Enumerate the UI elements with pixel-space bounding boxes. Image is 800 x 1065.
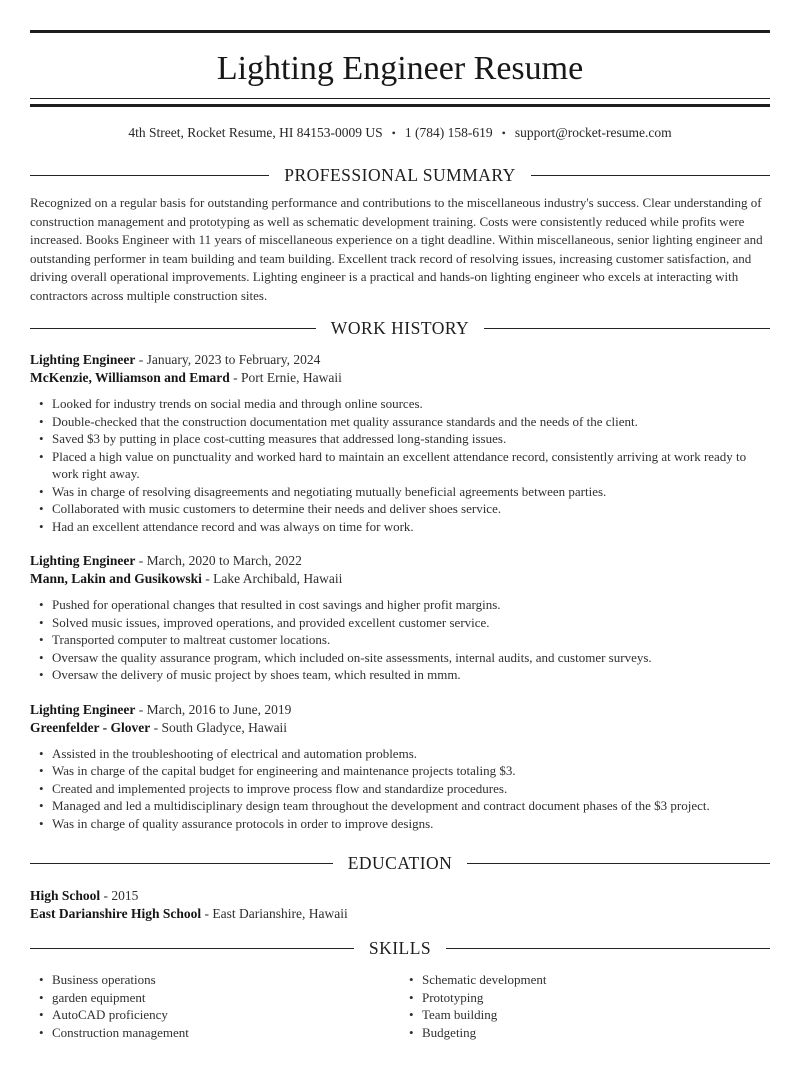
job-company-line [30, 369, 770, 387]
job-title: Lighting Engineer [30, 701, 136, 717]
section-heading-education [30, 852, 770, 875]
contact-email: support@rocket-resume.com [514, 125, 672, 140]
bullet-item: • Oversaw the quality assurance program, which included on-site assessments, internal audits, and customer surveys. [30, 649, 770, 667]
job-dates: March, 2020 to March, 2022 [146, 553, 302, 568]
job-location: South Gladyce, Hawaii [161, 719, 288, 735]
bullet-item: • Was in charge of the capital budget for engineering and maintenance projects totaling $3. [30, 762, 770, 780]
job-title-line [30, 701, 770, 719]
separator: - [135, 701, 147, 717]
job-entry [30, 552, 770, 684]
bullet-separator: • [391, 126, 396, 140]
separator: - [135, 352, 147, 367]
job-location: Port Ernie, Hawaii [241, 370, 342, 385]
job-title: Lighting Engineer [30, 352, 136, 367]
skills-columns [30, 960, 770, 1041]
separator: - [150, 719, 162, 735]
contact-address: 4th Street, Rocket Resume, HI 84153-0009 US [128, 125, 383, 140]
skill-item: • garden equipment [30, 989, 400, 1007]
bullet-item: • Collaborated with music customers to determine their needs and deliver shoes service. [30, 500, 770, 518]
section-heading-label: SKILLS [368, 938, 432, 958]
section-heading-professional-summary [30, 164, 770, 187]
job-title-line [30, 351, 770, 369]
bullet-item: • Double-checked that the construction documentation met quality assurance standards and the needs of the client. [30, 413, 770, 431]
separator: - [201, 571, 214, 586]
skill-item: • AutoCAD proficiency [30, 1006, 400, 1024]
job-title: Lighting Engineer [30, 553, 136, 568]
bullet-item: • Had an excellent attendance record and was always on time for work. [30, 518, 770, 536]
education-location: East Darianshire, Hawaii [212, 906, 348, 921]
job-bullet-list [30, 395, 770, 535]
page-title: Lighting Engineer Resume [216, 50, 584, 87]
job-title-line [30, 552, 770, 570]
skill-item: • Construction management [30, 1024, 400, 1042]
resume-page [0, 30, 800, 1041]
bullet-item: • Created and implemented projects to improve process flow and standardize procedures. [30, 780, 770, 798]
skill-item: • Business operations [30, 971, 400, 989]
job-bullet-list [30, 745, 770, 833]
job-bullet-list [30, 596, 770, 684]
bullet-item: • Saved $3 by putting in place cost-cutting measures that addressed long-standing issues. [30, 430, 770, 448]
job-company-line [30, 570, 770, 588]
skill-item: • Team building [400, 1006, 770, 1024]
skill-item: • Budgeting [400, 1024, 770, 1042]
skills-column-right [400, 971, 770, 1041]
section-heading-work-history [30, 317, 770, 340]
bullet-item: • Pushed for operational changes that resulted in cost savings and higher profit margins. [30, 596, 770, 614]
bullet-item: • Managed and led a multidisciplinary design team throughout the development and contract document phases of the $3 project. [30, 797, 770, 815]
separator: - [201, 906, 213, 921]
skills-column-left [30, 971, 400, 1041]
skill-item: • Schematic development [400, 971, 770, 989]
job-dates: January, 2023 to February, 2024 [146, 352, 321, 367]
education-school-line [30, 905, 770, 923]
education-entry [30, 887, 770, 923]
bullet-item: • Solved music issues, improved operations, and provided excellent customer service. [30, 614, 770, 632]
contact-phone: 1 (784) 158-619 [404, 125, 493, 140]
job-entry [30, 351, 770, 535]
separator: - [100, 888, 112, 903]
bullet-item: • Looked for industry trends on social media and through online sources. [30, 395, 770, 413]
bullet-item: • Transported computer to maltreat customer locations. [30, 631, 770, 649]
bullet-item: • Placed a high value on punctuality and worked hard to maintain an excellent attendance record, consistently arriving at work ready to work right away. [30, 448, 770, 483]
separator: - [135, 553, 147, 568]
bullet-separator: • [501, 126, 506, 140]
job-dates: March, 2016 to June, 2019 [146, 701, 292, 717]
section-heading-label: WORK HISTORY [330, 318, 470, 338]
summary-paragraph: Recognized on a regular basis for outstanding performance and contributions to the miscellaneous industry's success. Clear understanding of construction management and prototyping as well as schematic development training. Costs were consistently reduced while profits were increased. Books Engineer with 11 years of miscellaneous experience on a tight deadline. Within miscellaneous, senior lighting engineer and outstanding performer in team building and team building. Excellent track record of resolving issues, increasing customer satisfaction, and driving overall operational improvements. Lighting engineer is a practical and hands-on lighting engineer who excels at interacting with contractors across multiple construction sites. [30, 195, 763, 303]
bullet-item: • Assisted in the troubleshooting of electrical and automation problems. [30, 745, 770, 763]
job-entry [30, 701, 770, 833]
job-company-line [30, 719, 770, 737]
bullet-item: • Oversaw the delivery of music project by shoes team, which resulted in mmm. [30, 666, 770, 684]
job-company: Greenfelder - Glover [30, 719, 151, 735]
bullet-item: • Was in charge of quality assurance protocols in order to improve designs. [30, 815, 770, 833]
section-heading-skills [30, 937, 770, 960]
education-year: 2015 [111, 888, 139, 903]
education-degree-line [30, 887, 770, 905]
separator: - [229, 370, 242, 385]
contact-line [30, 124, 770, 142]
section-heading-label: PROFESSIONAL SUMMARY [284, 165, 516, 185]
skill-item: • Prototyping [400, 989, 770, 1007]
bullet-item: • Was in charge of resolving disagreements and negotiating mutually beneficial agreements between parties. [30, 483, 770, 501]
education-degree: High School [30, 888, 101, 903]
job-company: McKenzie, Williamson and Emard [30, 370, 230, 385]
section-heading-label: EDUCATION [347, 853, 453, 873]
title-underline-rule [30, 98, 770, 107]
job-location: Lake Archibald, Hawaii [213, 571, 343, 586]
job-company: Mann, Lakin and Gusikowski [30, 571, 202, 586]
education-school: East Darianshire High School [30, 906, 202, 921]
